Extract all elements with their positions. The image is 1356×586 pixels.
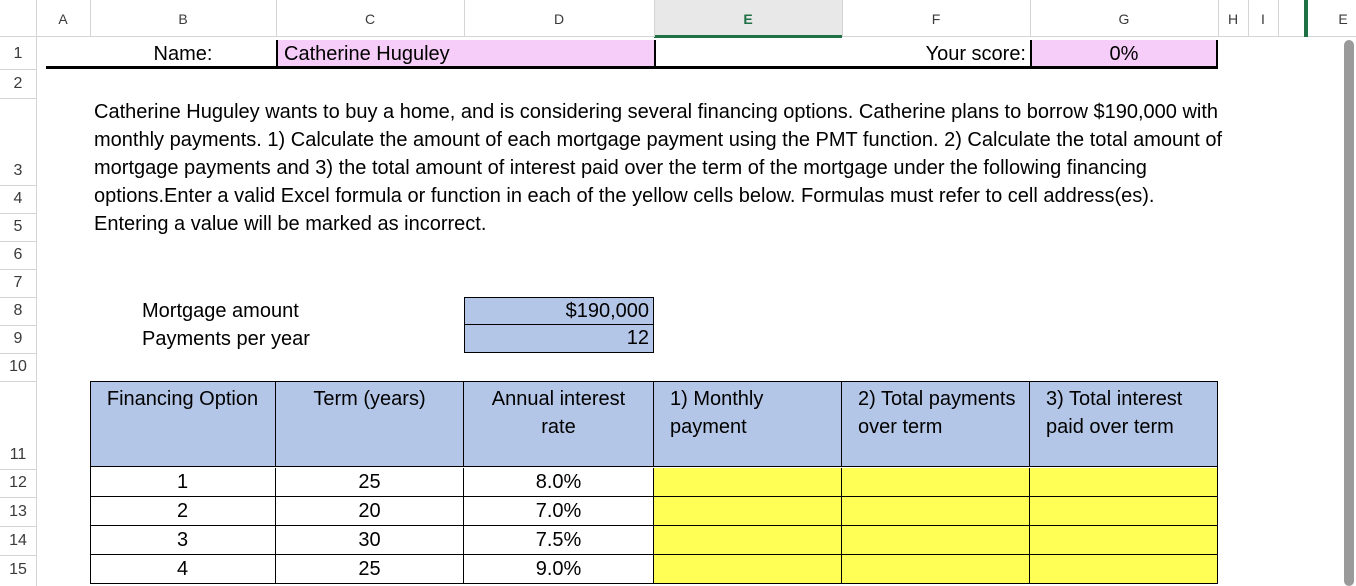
col-sep [842, 0, 843, 37]
term-cell[interactable]: 25 [276, 468, 464, 497]
header-financing-option: Financing Option [90, 381, 276, 467]
row-header-8[interactable]: 8 [13, 302, 23, 319]
column-header-b[interactable]: B [178, 10, 188, 27]
header-term: Term (years) [276, 381, 464, 467]
column-header-c[interactable]: C [364, 10, 376, 27]
vertical-scrollbar[interactable] [1344, 40, 1354, 586]
row-header-4[interactable]: 4 [13, 190, 23, 207]
name-label: Name: [153, 42, 213, 65]
row-header-12[interactable]: 12 [9, 474, 27, 491]
row-header-2[interactable]: 2 [13, 75, 23, 92]
row-sep [0, 98, 36, 99]
rate-cell[interactable]: 9.0% [464, 555, 654, 583]
row-sep [0, 69, 36, 70]
total-payments-input[interactable] [842, 526, 1030, 555]
term-cell[interactable]: 20 [276, 497, 464, 526]
monthly-payment-input[interactable] [654, 526, 842, 555]
row-sep [0, 241, 36, 242]
monthly-payment-input[interactable] [654, 555, 842, 583]
payments-per-year-label: Payments per year [142, 327, 310, 350]
header-underline [46, 66, 1218, 69]
row-header-3[interactable]: 3 [13, 162, 23, 179]
column-header-d[interactable]: D [553, 10, 565, 27]
row-sep [0, 497, 36, 498]
selected-column-indicator [654, 35, 842, 38]
option-cell[interactable]: 3 [90, 526, 276, 555]
col-sep [36, 0, 37, 37]
row-sep [0, 526, 36, 527]
name-value-cell[interactable]: Catherine Huguley [276, 40, 654, 68]
row-header-10[interactable]: 10 [9, 358, 27, 375]
row-header-border [36, 37, 37, 586]
row-header-15[interactable]: 15 [9, 561, 27, 578]
total-interest-input[interactable] [1030, 497, 1217, 526]
monthly-payment-input[interactable] [654, 468, 842, 497]
row-header-9[interactable]: 9 [13, 330, 23, 347]
total-interest-input[interactable] [1030, 555, 1217, 583]
total-payments-input[interactable] [842, 555, 1030, 583]
column-header-e[interactable]: E [654, 0, 842, 37]
score-value-cell[interactable]: 0% [1030, 40, 1218, 68]
option-cell[interactable]: 4 [90, 555, 276, 583]
row-sep [0, 469, 36, 470]
column-header-next[interactable]: E [1338, 10, 1348, 27]
col-sep [1248, 0, 1249, 37]
term-cell[interactable]: 30 [276, 526, 464, 555]
total-interest-input[interactable] [1030, 468, 1217, 497]
row-header-7[interactable]: 7 [13, 274, 23, 291]
col-sep [90, 0, 91, 37]
row-sep [0, 325, 36, 326]
rate-cell[interactable]: 7.5% [464, 526, 654, 555]
total-interest-input[interactable] [1030, 526, 1217, 555]
row-sep [0, 213, 36, 214]
column-header-h[interactable]: H [1227, 10, 1239, 27]
option-cell[interactable]: 2 [90, 497, 276, 526]
column-header-i[interactable]: I [1261, 10, 1265, 27]
row-header-14[interactable]: 14 [9, 532, 27, 549]
row-header-1[interactable]: 1 [13, 45, 23, 62]
mortgage-amount-cell[interactable]: $190,000 [464, 297, 654, 325]
header-annual-rate: Annual interest rate [464, 381, 654, 467]
score-label: Your score: [925, 42, 1026, 65]
row-sep [0, 297, 36, 298]
total-payments-input[interactable] [842, 497, 1030, 526]
term-cell[interactable]: 25 [276, 555, 464, 583]
header-total-payments: 2) Total payments over term [842, 381, 1030, 467]
col-sep [464, 0, 465, 37]
monthly-payment-input[interactable] [654, 497, 842, 526]
mortgage-amount-label: Mortgage amount [142, 299, 299, 322]
row-sep [0, 353, 36, 354]
column-header-f[interactable]: F [931, 10, 941, 27]
header-total-interest: 3) Total interest paid over term [1046, 388, 1183, 438]
option-cell[interactable]: 1 [90, 468, 276, 497]
payments-per-year-cell[interactable]: 12 [464, 325, 654, 353]
col-sep [1278, 0, 1279, 37]
column-header-a[interactable]: A [58, 10, 68, 27]
row-sep [0, 185, 36, 186]
col-sep [1030, 0, 1031, 37]
row-sep [0, 381, 36, 382]
header-monthly-payment: 1) Monthly payment [654, 381, 842, 467]
row-sep [0, 269, 36, 270]
col-sep [1218, 0, 1219, 37]
row-header-5[interactable]: 5 [13, 218, 23, 235]
row-sep [0, 555, 36, 556]
row-header-6[interactable]: 6 [13, 246, 23, 263]
rate-cell[interactable]: 7.0% [464, 497, 654, 526]
rate-cell[interactable]: 8.0% [464, 468, 654, 497]
instructions-text: Catherine Huguley wants to buy a home, and is considering several financing options. Catherine plans to borrow $190,000 with monthly payments. 1) Calculate the amount of each mortgage payment using the PMT function. 2) Calculate the total amount of mortgage payments and 3) the total amount of interest paid over the term of the mortgage under the following financing options.Enter a valid Excel formula or function in each of the yellow cells below. Formulas must refer to cell address(es). Entering a value will be marked as incorrect. [94, 101, 1223, 235]
freeze-pane-marker [1304, 0, 1308, 37]
row-header-13[interactable]: 13 [9, 503, 27, 520]
col-sep [276, 0, 277, 37]
col-sep [654, 0, 655, 37]
total-payments-input[interactable] [842, 468, 1030, 497]
column-header-g[interactable]: G [1118, 10, 1130, 27]
row-header-11[interactable]: 11 [9, 446, 27, 463]
